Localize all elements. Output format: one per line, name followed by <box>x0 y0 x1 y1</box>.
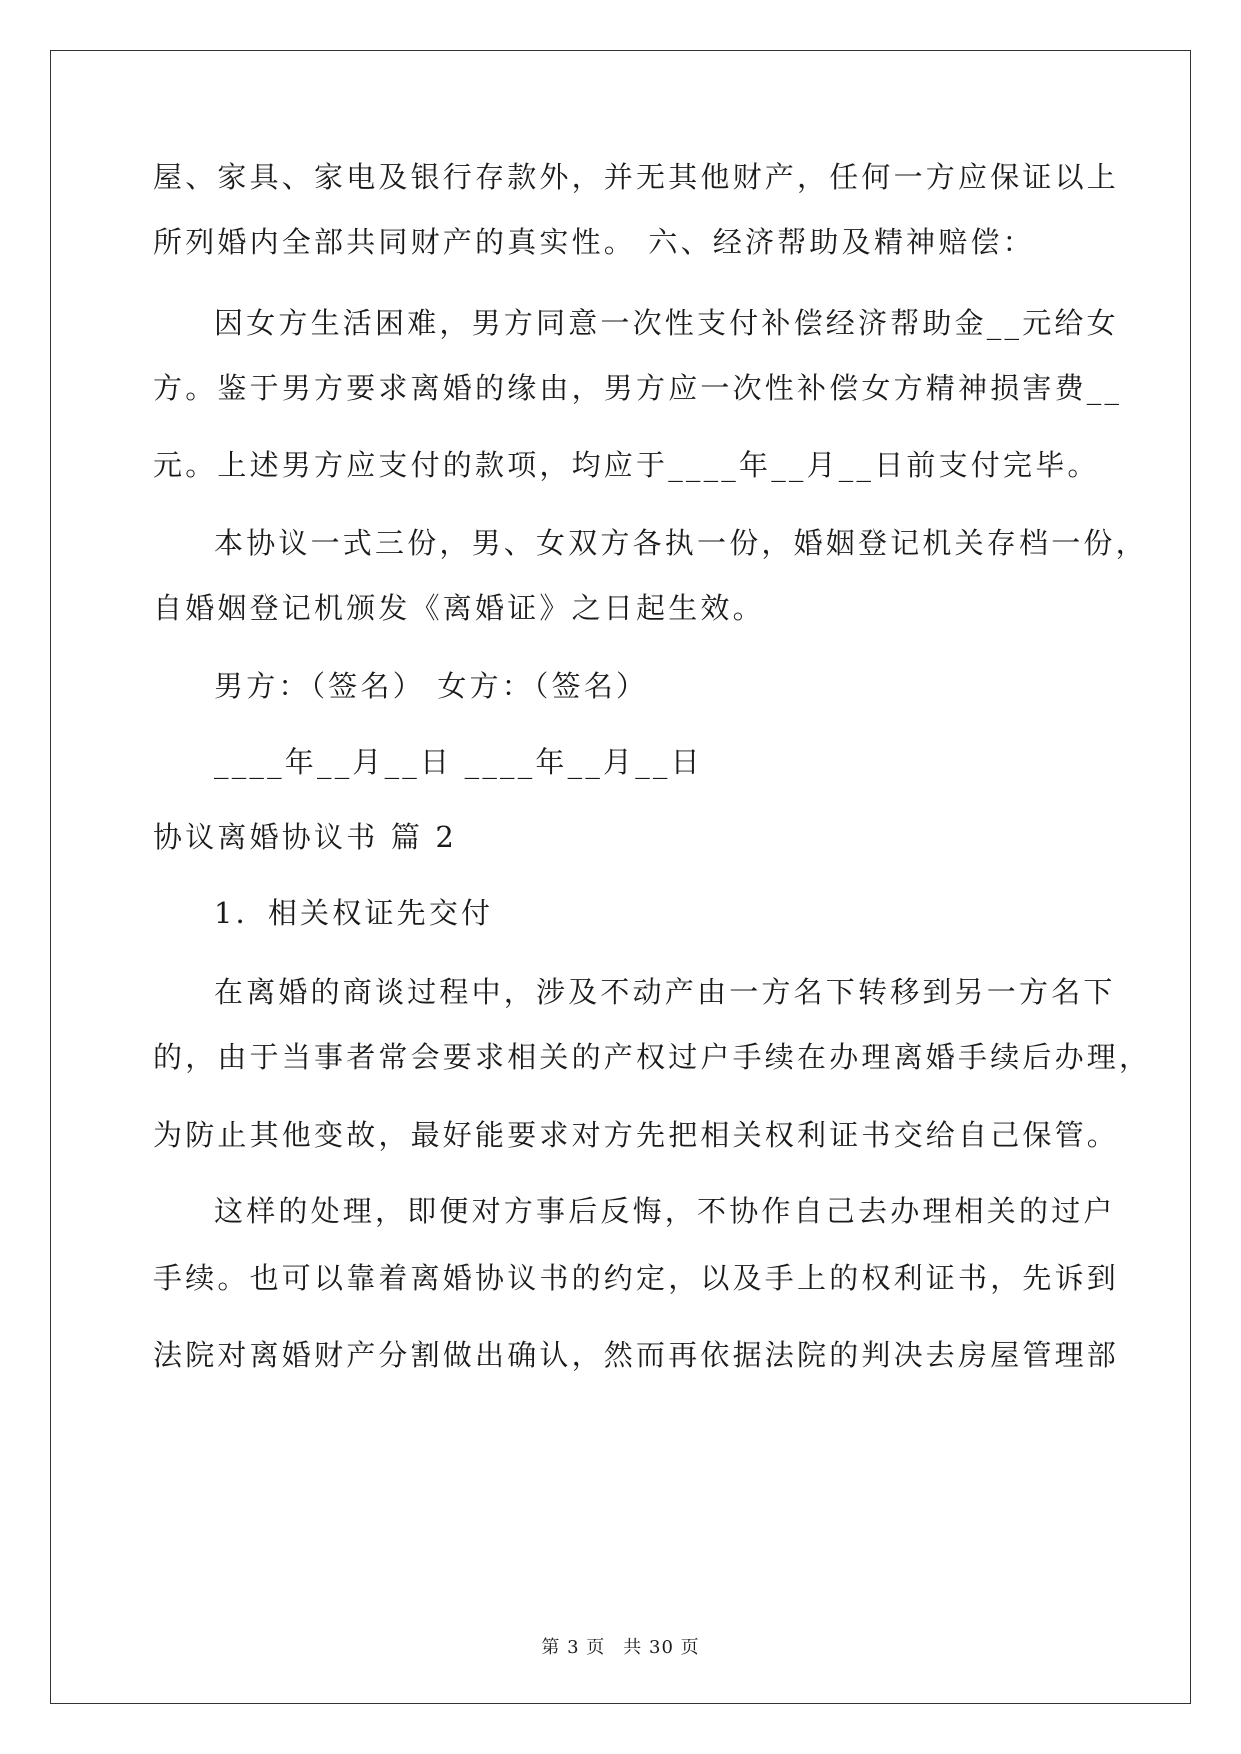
body-line-5: 元。上述男方应支付的款项，均应于____年__月__日前支付完毕。 <box>153 448 1100 482</box>
body-line-10: 为防止其他变故，最好能要求对方先把相关权利证书交给自己保管。 <box>153 1118 1120 1152</box>
page-footer <box>0 1636 1241 1660</box>
page-border <box>50 50 1191 1704</box>
body-line-4: 方。鉴于男方要求离婚的缘由，男方应一次性补偿女方精神损害费__ <box>153 371 1123 405</box>
section-heading: 协议离婚协议书 篇 2 <box>153 820 458 854</box>
body-line-9: 的，由于当事者常会要求相关的产权过户手续在办理离婚手续后办理， <box>153 1040 1152 1074</box>
body-line-11: 这样的处理，即便对方事后反悔，不协作自己去办理相关的过户 <box>214 1194 1116 1228</box>
body-line-8: 在离婚的商谈过程中，涉及不动产由一方名下转移到另一方名下 <box>214 975 1116 1009</box>
body-line-3: 因女方生活困难，男方同意一次性支付补偿经济帮助金__元给女 <box>214 306 1119 340</box>
body-line-1: 屋、家具、家电及银行存款外，并无其他财产，任何一方应保证以上 <box>153 160 1120 194</box>
signature-line: 男方：（签名） 女方：（签名） <box>214 669 649 703</box>
body-line-12: 手续。也可以靠着离婚协议书的约定，以及手上的权利证书，先诉到 <box>153 1261 1120 1295</box>
page-total: 共 30 页 <box>623 1637 700 1658</box>
page-number: 第 3 页 <box>541 1637 606 1658</box>
date-line: ____年__月__日 ____年__月__日 <box>214 745 703 779</box>
subheading: 1．相关权证先交付 <box>214 896 494 930</box>
body-line-6: 本协议一式三份，男、女双方各执一份，婚姻登记机关存档一份， <box>214 526 1148 560</box>
body-line-13: 法院对离婚财产分割做出确认，然而再依据法院的判决去房屋管理部 <box>153 1338 1120 1372</box>
body-line-2: 所列婚内全部共同财产的真实性。 六、经济帮助及精神赔偿： <box>153 225 1035 259</box>
body-line-7: 自婚姻登记机颁发《离婚证》之日起生效。 <box>153 591 765 625</box>
